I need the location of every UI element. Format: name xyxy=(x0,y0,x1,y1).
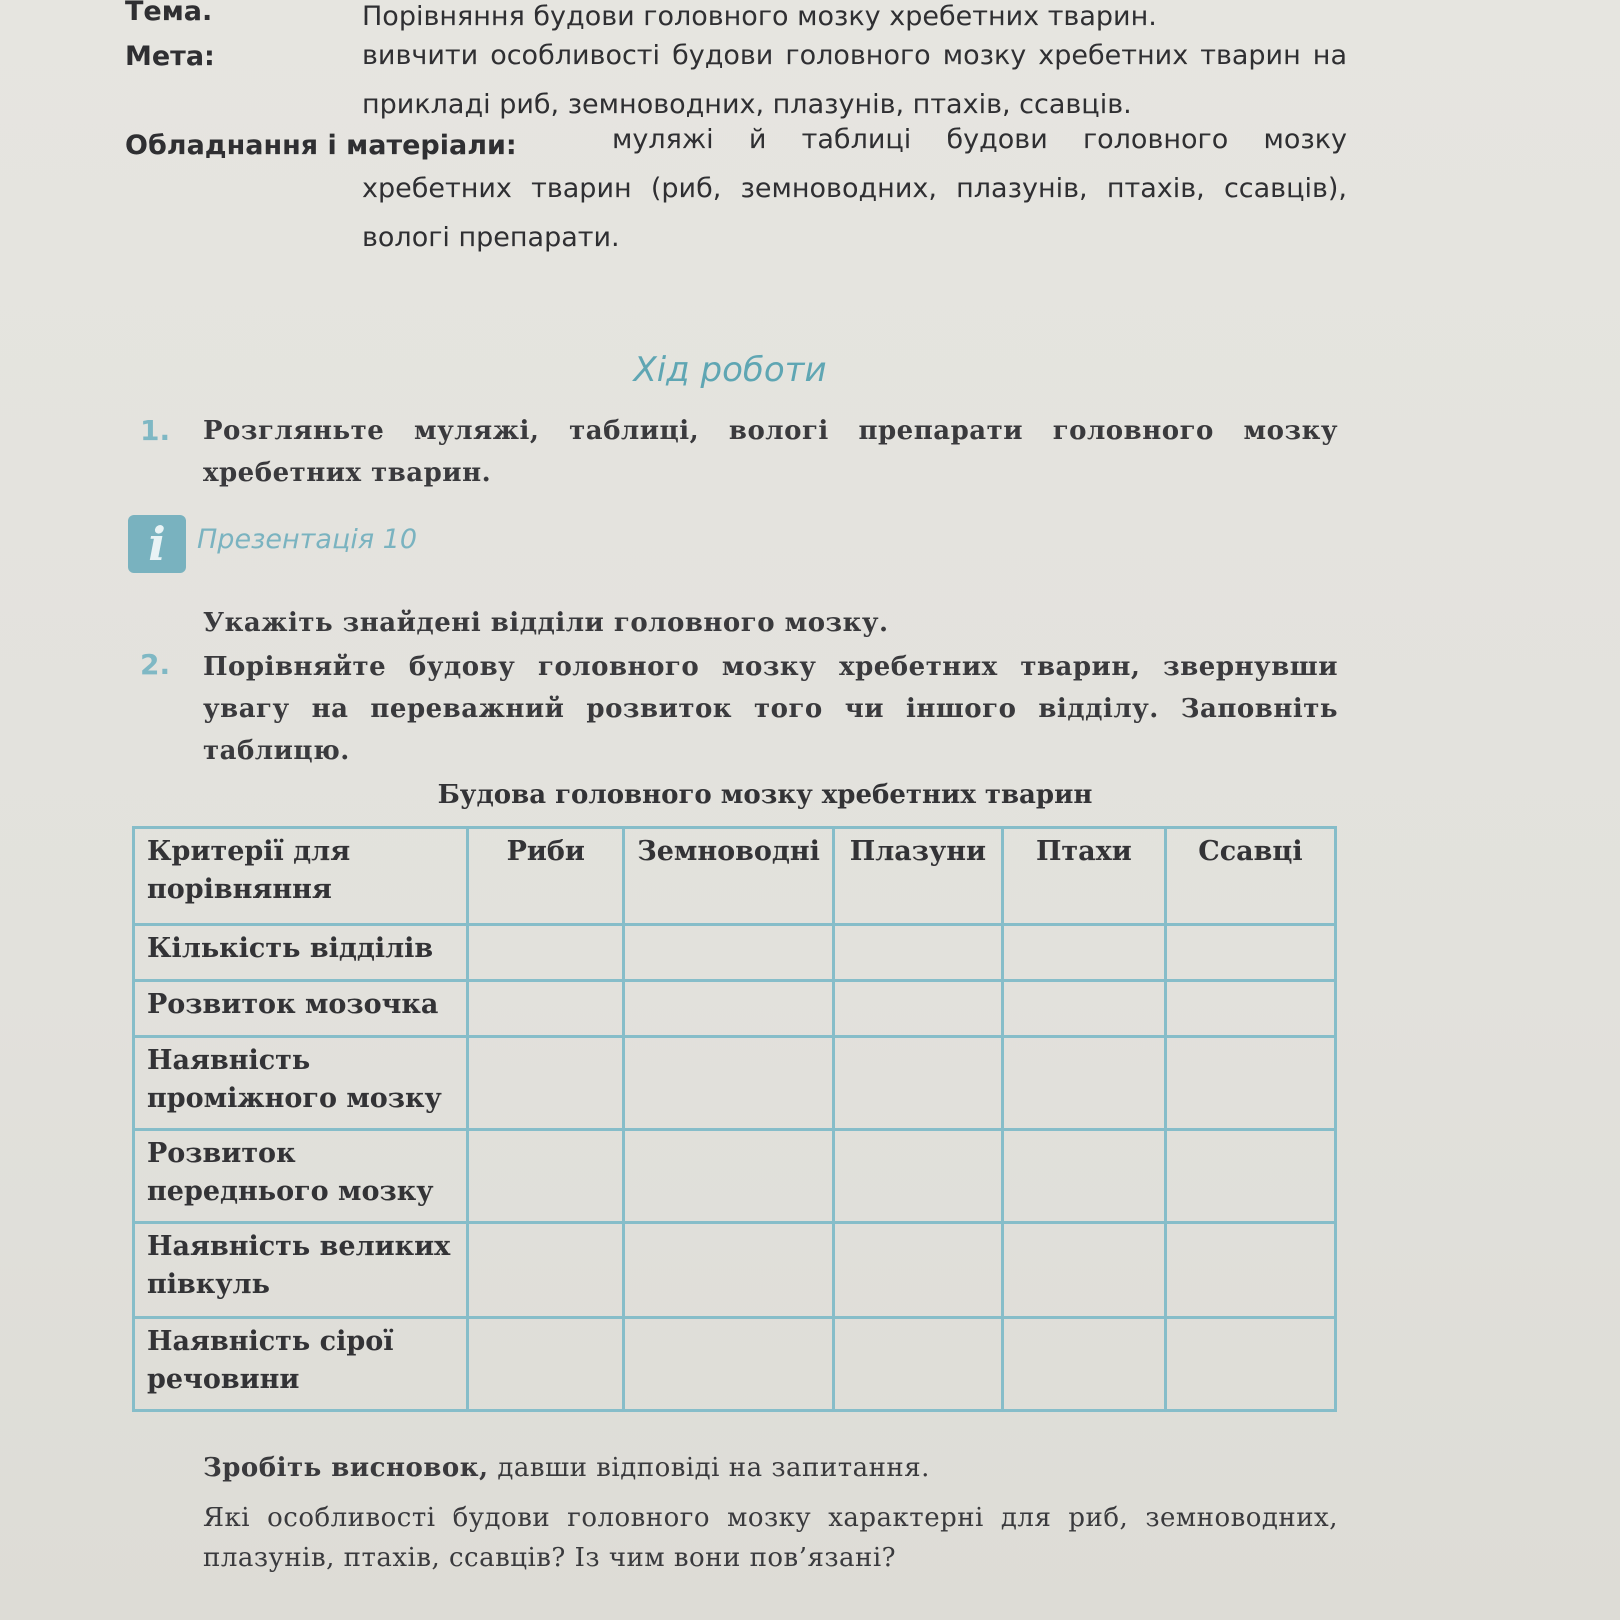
empty-cell xyxy=(468,1130,624,1223)
empty-cell xyxy=(833,1130,1002,1223)
conclusion-instruction xyxy=(203,1448,1338,1488)
table-row xyxy=(134,981,1336,1037)
empty-cell xyxy=(1165,1318,1335,1411)
tema-text: Порівняння будови головного мозку хребетних тварин. xyxy=(362,1,1157,32)
empty-cell xyxy=(1165,1037,1335,1130)
header-mammals: Ссавці xyxy=(1165,828,1335,925)
empty-cell xyxy=(1165,925,1335,981)
table-row xyxy=(134,925,1336,981)
row-label: Наявність проміжного мозку xyxy=(134,1037,468,1130)
empty-cell xyxy=(468,925,624,981)
table-row xyxy=(134,1318,1336,1411)
empty-cell xyxy=(1002,1223,1165,1318)
empty-cell xyxy=(833,925,1002,981)
empty-cell xyxy=(833,981,1002,1037)
header-criteria: Критерії для порівняння xyxy=(134,828,468,925)
empty-cell xyxy=(1002,981,1165,1037)
empty-cell xyxy=(833,1318,1002,1411)
row-label: Наявність великих півкуль xyxy=(134,1223,468,1318)
table-row xyxy=(134,1037,1336,1130)
empty-cell xyxy=(1165,1130,1335,1223)
header-reptiles: Плазуни xyxy=(833,828,1002,925)
conclusion-bold-lead: Зробіть висновок, xyxy=(203,1453,489,1483)
empty-cell xyxy=(468,1037,624,1130)
empty-cell xyxy=(1002,1037,1165,1130)
table-caption: Будова головного мозку хребетних тварин xyxy=(437,780,1093,810)
header-fish: Риби xyxy=(468,828,624,925)
empty-cell xyxy=(624,1037,834,1130)
empty-cell xyxy=(1002,925,1165,981)
step-2-number: 2. xyxy=(140,648,171,681)
row-label: Наявність сірої речовини xyxy=(134,1318,468,1411)
row-label: Розвиток переднього мозку xyxy=(134,1130,468,1223)
empty-cell xyxy=(624,925,834,981)
row-label: Розвиток мозочка xyxy=(134,981,468,1037)
empty-cell xyxy=(624,1223,834,1318)
table-header-row xyxy=(134,828,1336,925)
comparison-table xyxy=(132,826,1337,1412)
step-1-text: Розгляньте муляжі, таблиці, вологі препарати головного мозку хребетних тварин. xyxy=(203,416,1338,488)
table-row xyxy=(134,1130,1336,1223)
step-1-task: Укажіть знайдені відділи головного мозку. xyxy=(203,608,889,638)
table-row xyxy=(134,1223,1336,1318)
info-icon: i xyxy=(128,515,186,573)
meta-text: вивчити особливості будови головного мозку хребетних тварин на прикладі риб, земноводних, плазунів, птахів, ссавців. xyxy=(362,40,1347,120)
empty-cell xyxy=(624,1318,834,1411)
step-2-text: Порівняйте будову головного мозку хребетних тварин, звернувши увагу на переважний розвиток того чи іншого відділу. Заповніть таблицю. xyxy=(203,652,1338,766)
presentation-label: Презентація 10 xyxy=(197,524,418,555)
header-birds: Птахи xyxy=(1002,828,1165,925)
equipment-text: муляжі й таблиці будови головного мозку хребетних тварин (риб, земноводних, плазунів, птахів, ссавців), вологі препарати. xyxy=(362,124,1347,253)
row-label: Кількість відділів xyxy=(134,925,468,981)
empty-cell xyxy=(468,1223,624,1318)
tema-label: Тема. xyxy=(125,0,213,27)
header-amphibians: Земноводні xyxy=(624,828,834,925)
empty-cell xyxy=(1165,1223,1335,1318)
step-1-number: 1. xyxy=(140,414,171,447)
empty-cell xyxy=(624,1130,834,1223)
empty-cell xyxy=(833,1037,1002,1130)
equipment-label: Обладнання і матеріали: xyxy=(125,130,517,161)
empty-cell xyxy=(624,981,834,1037)
conclusion-lead-rest: давши відповіді на запитання. xyxy=(488,1453,930,1483)
conclusion-question: Які особливості будови головного мозку характерні для риб, земноводних, плазунів, птахів, ссавців? Із чим вони пов’язані? xyxy=(203,1503,1338,1573)
empty-cell xyxy=(468,981,624,1037)
empty-cell xyxy=(1002,1130,1165,1223)
empty-cell xyxy=(833,1223,1002,1318)
section-title: Хід роботи xyxy=(633,350,827,390)
empty-cell xyxy=(468,1318,624,1411)
empty-cell xyxy=(1165,981,1335,1037)
empty-cell xyxy=(1002,1318,1165,1411)
meta-label: Мета: xyxy=(125,41,215,72)
